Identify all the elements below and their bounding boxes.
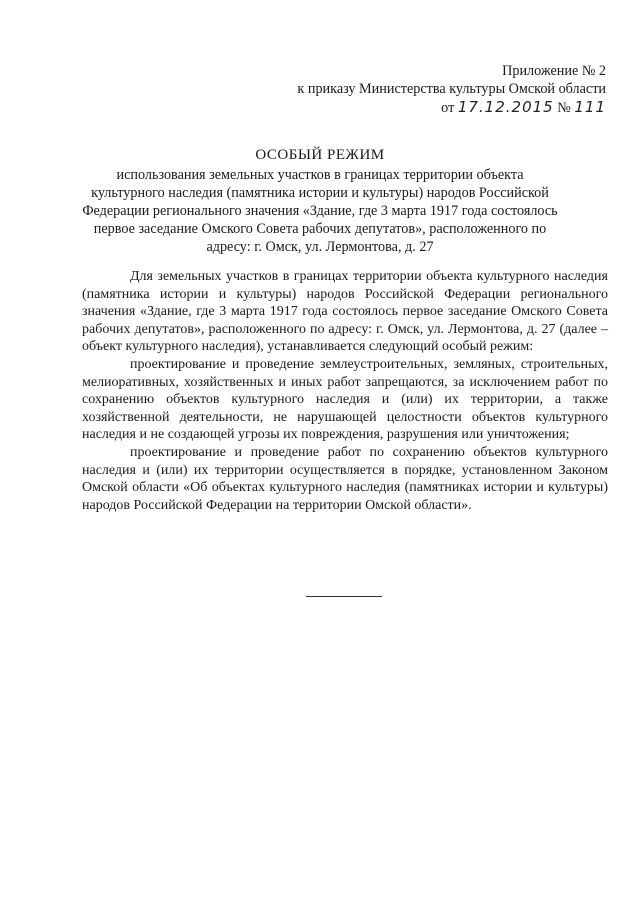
appendix-date-line <box>297 98 606 117</box>
handwritten-number: 111 <box>574 98 606 116</box>
end-divider <box>306 596 382 597</box>
document-subtitle: использования земельных участков в границах территории объекта культурного наследия (памятника истории и культуры) народов Российской Федерации регионального значения «Здание, где 3 марта 1917 года состоялось первое заседание Омского Совета рабочих депутатов», расположенного по адресу: г. Омск, ул. Лермонтова, д. 27 <box>82 167 558 255</box>
body-paragraph-2: проектирование и проведение землеустроительных, земляных, строительных, мелиоративных, хозяйственных и иных работ запрещаются, за исключением работ по сохранению объектов культурного наследия и (или) их территории, а также хозяйственной деятельности, не нарушающей целостности объектов культурного наследия и не создающей угрозы их повреждения, разрушения или уничтожения; <box>82 356 608 443</box>
handwritten-date: 17.12.2015 <box>457 98 554 116</box>
appendix-header <box>297 62 606 117</box>
number-label: № <box>557 100 571 116</box>
body-paragraph-1: Для земельных участков в границах территории объекта культурного наследия (памятника истории и культуры) народов Российской Федерации регионального значения «Здание, где 3 марта 1917 года состоялось первое заседание Омского Совета рабочих депутатов», расположенного по адресу: г. Омск, ул. Лермонтова, д. 27 (далее – объект культурного наследия), устанавливается следующий особый режим: <box>82 269 608 355</box>
appendix-number: Приложение № 2 <box>502 63 606 79</box>
appendix-order-reference: к приказу Министерства культуры Омской области <box>297 81 606 97</box>
title-block <box>80 146 560 256</box>
document-body <box>82 268 608 514</box>
document-title: ОСОБЫЙ РЕЖИМ <box>255 147 385 163</box>
from-label: от <box>441 100 455 116</box>
body-paragraph-3: проектирование и проведение работ по сохранению объектов культурного наследия и (или) их территории осуществляется в порядке, установленном Законом Омской области «Об объектах культурного наследия (памятниках истории и культуры) народов Российской Федерации на территории Омской области». <box>82 444 608 513</box>
